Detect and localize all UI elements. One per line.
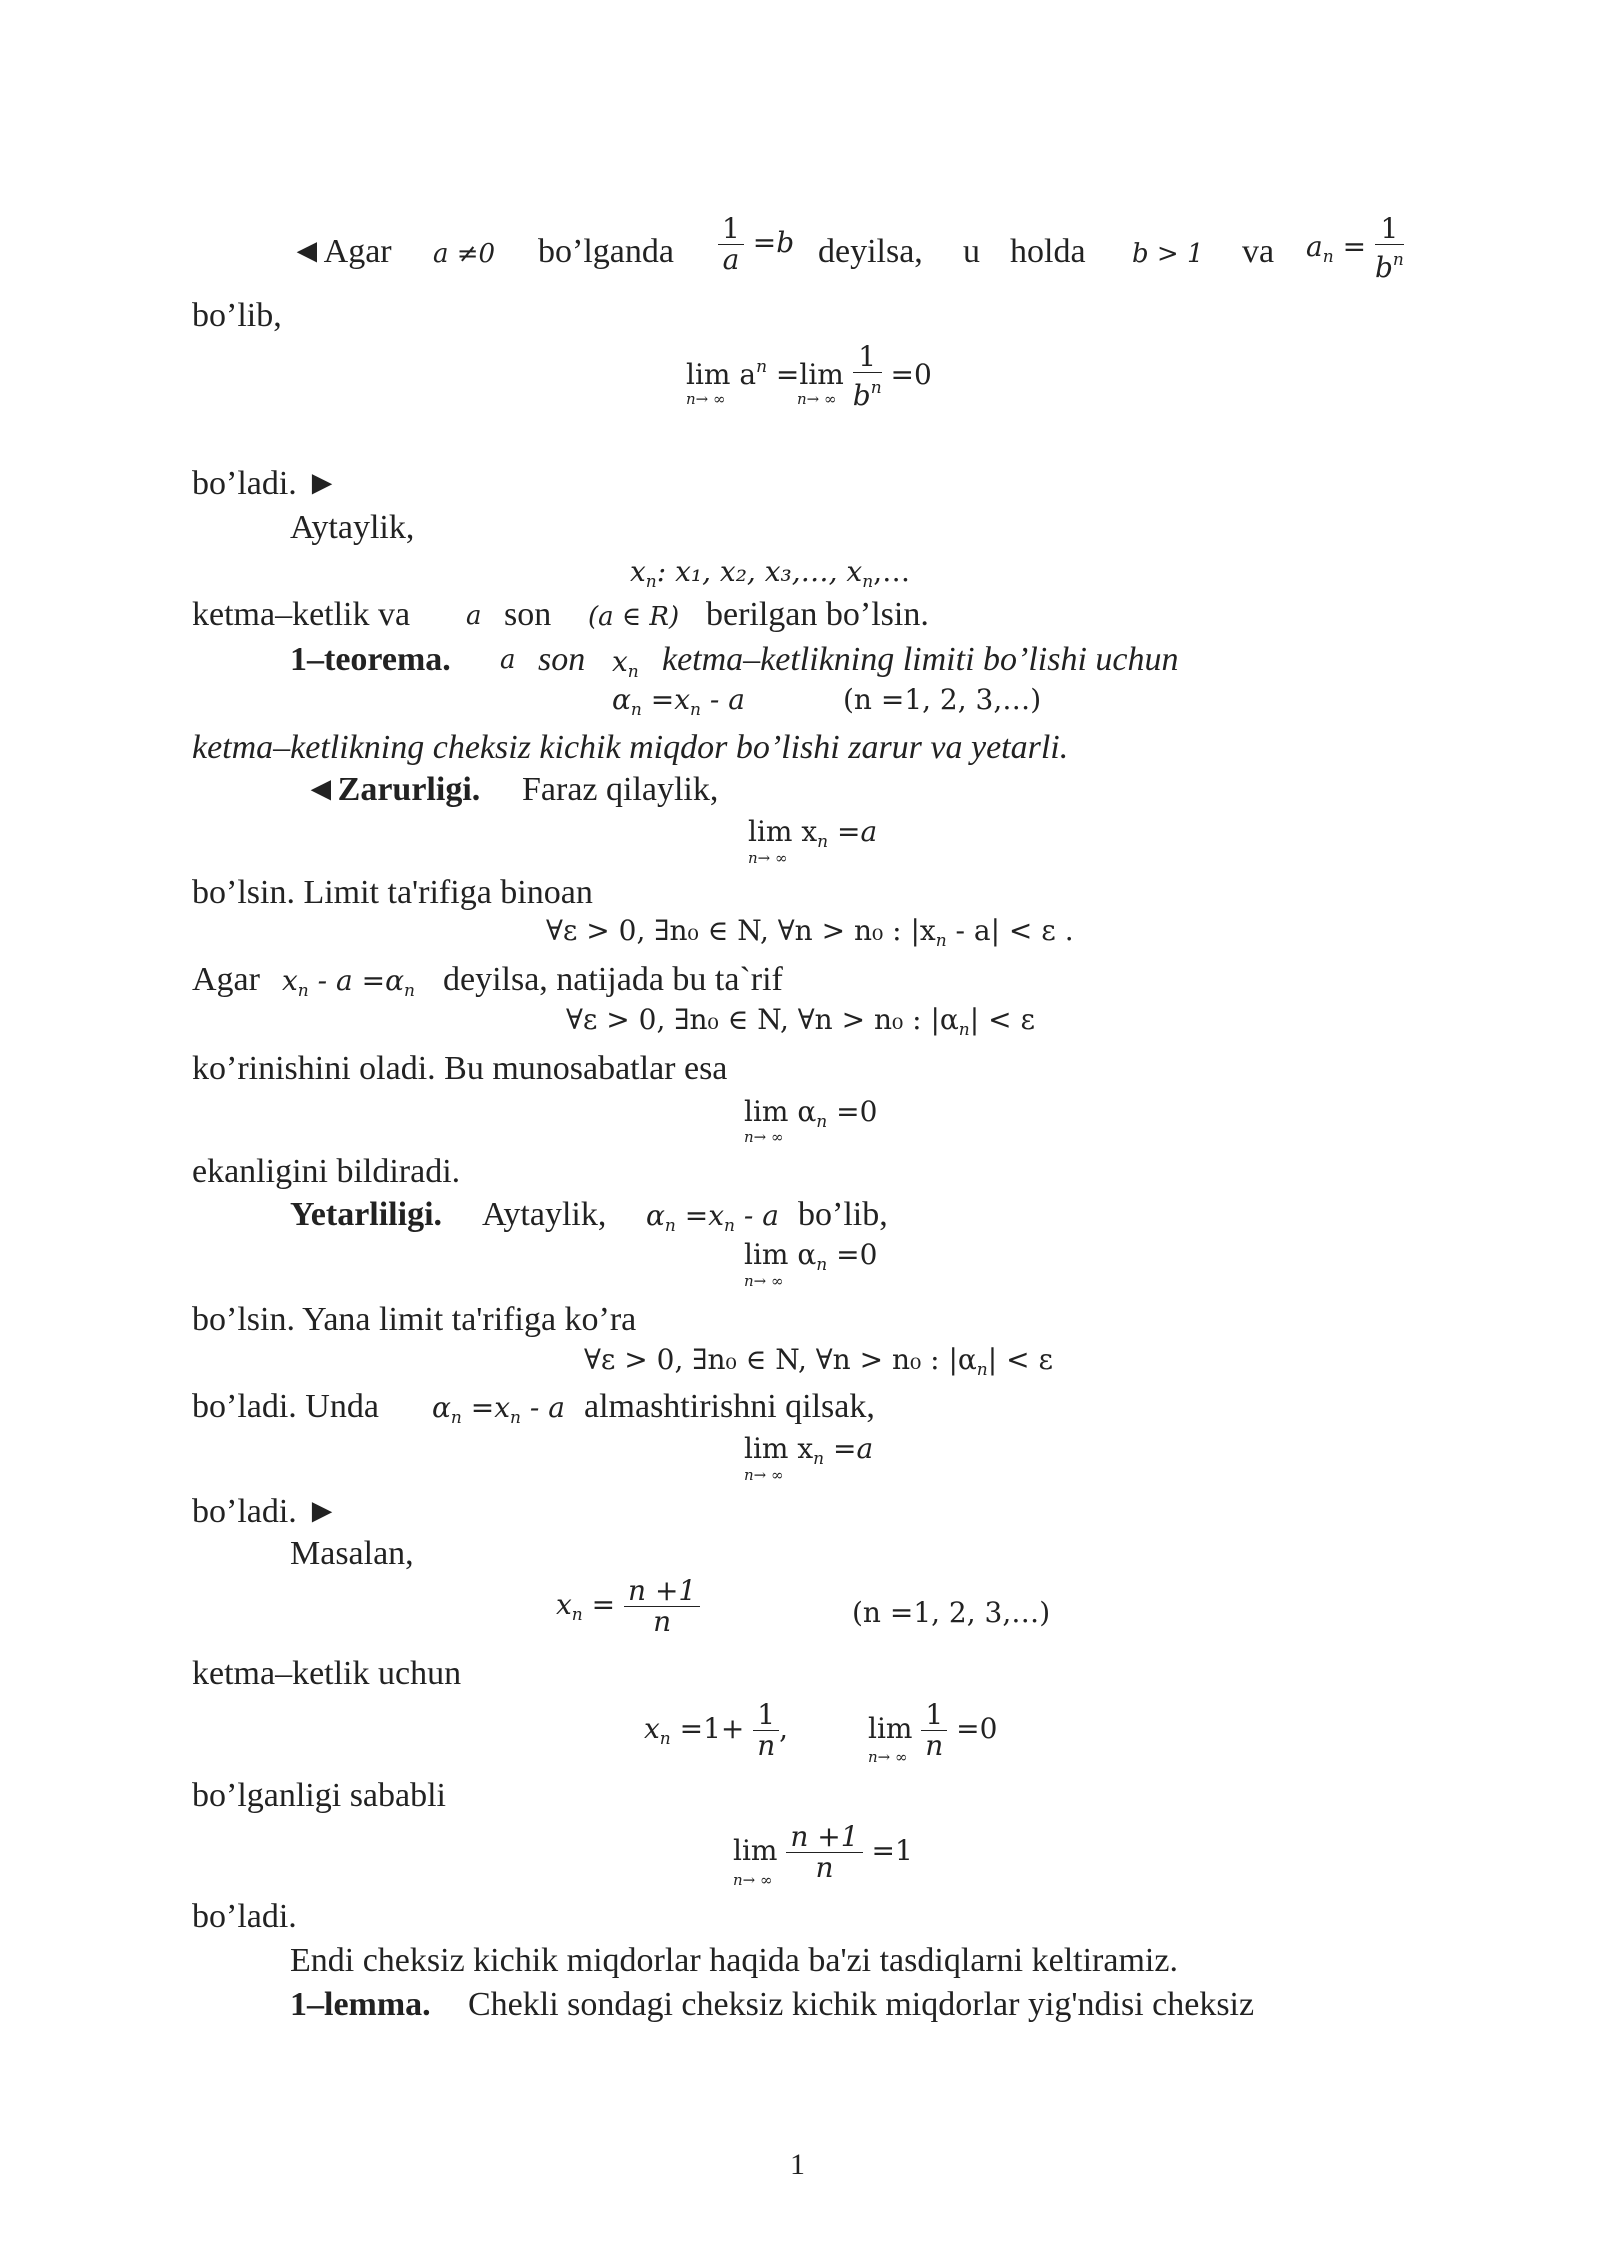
son-text: son bbox=[538, 641, 586, 678]
boladi-text: bo’ladi. bbox=[192, 1898, 297, 1935]
zarurligi-label: ◄Zarurligi. bbox=[304, 771, 481, 808]
xn-fraction-equation: $x_n$ = $\frac{n +1}{n}$ bbox=[556, 1576, 700, 1637]
agar-text: Agar bbox=[192, 961, 260, 998]
limit-one-over-n: lim $\frac{1}{n}$ =0 bbox=[868, 1698, 998, 1762]
boladi-text: bo’ladi. ► bbox=[192, 1493, 339, 1530]
limit-xn-equation: $\lim x_n =a$ bbox=[748, 815, 878, 852]
lemma-label: 1–lemma. bbox=[290, 1986, 431, 2023]
theorem-label: 1–teorema. bbox=[290, 641, 451, 678]
lemma-text: Chekli sondagi cheksiz kichik miqdorlar yig'ndisi cheksiz bbox=[468, 1986, 1255, 2023]
limit-alpha-equation: $\lim \alpha_n =0$ bbox=[744, 1095, 878, 1132]
limit-subscript: n→ ∞ bbox=[748, 849, 788, 867]
aytaylik-text: Aytaylik, bbox=[482, 1196, 607, 1233]
almashtirishni-text: almashtirishni qilsak, bbox=[584, 1388, 875, 1425]
alpha-n-substitution: $\alpha_n =x_n - a$ bbox=[432, 1391, 565, 1428]
xn-one-plus-equation: $x_n =1+$ $\frac{1}{n}$ , bbox=[644, 1698, 789, 1762]
theorem-text-line2: ketma–ketlikning cheksiz kichik miqdor bo’lishi zarur va yetarli. bbox=[192, 729, 1069, 766]
berilgan-text: berilgan bo’lsin. bbox=[706, 596, 929, 633]
bolganligi-text: bo’lganligi sababli bbox=[192, 1777, 447, 1814]
deyilsa-text: deyilsa, bbox=[818, 233, 923, 270]
deyilsa-text: deyilsa, natijada bu ta`rif bbox=[443, 961, 783, 998]
bolsin-text: bo’lsin. Limit ta'rifiga binoan bbox=[192, 874, 593, 911]
limit-xn-equation: $\lim x_n =a$ bbox=[744, 1432, 874, 1469]
n-range: (n =1, 2, 3,…) bbox=[852, 1596, 1051, 1629]
limit-alpha-equation: $\lim \alpha_n =0$ bbox=[744, 1238, 878, 1275]
a-symbol: a bbox=[466, 601, 482, 631]
sequence-definition: $x_n$: x₁, x₂, x₃,…, $x_n,\dots$ bbox=[630, 555, 911, 592]
limit-subscript: n→ ∞ bbox=[733, 1871, 773, 1889]
ekanligini-text: ekanligini bildiradi. bbox=[192, 1153, 461, 1190]
faraz-text: Faraz qilaylik, bbox=[522, 771, 719, 808]
bolib-text: bo’lib, bbox=[192, 297, 282, 334]
alpha-n-definition: $\alpha_n =x_n - a$ bbox=[612, 683, 745, 720]
b-gt-one: b > 1 bbox=[1132, 239, 1204, 269]
limit-subscript: n→ ∞ bbox=[744, 1272, 784, 1290]
alpha-n-definition: $\alpha_n =x_n - a$ bbox=[646, 1199, 779, 1236]
limit-an-equation: $\lim a^n =\lim$ $\frac{1}{b^n}$ =0 bbox=[686, 340, 932, 412]
epsilon-definition-alpha: ∀ε > 0, ∃n₀ ∈ N, ∀n > n₀ : $|\alpha_n| < \varepsilon$ bbox=[584, 1343, 1053, 1380]
masalan-text: Masalan, bbox=[290, 1535, 414, 1572]
bolib-text: bo’lib, bbox=[798, 1196, 888, 1233]
boladi-text: bo’ladi. ► bbox=[192, 465, 339, 502]
bolganda-text: bo’lganda bbox=[538, 233, 674, 270]
page-number: 1 bbox=[790, 2148, 805, 2181]
agar-text: ◄Agar bbox=[290, 233, 392, 270]
unda-text: bo’ladi. Unda bbox=[192, 1388, 379, 1425]
theorem-text: ketma–ketlikning limiti bo’lishi uchun bbox=[662, 641, 1179, 678]
an-equals-one-over-bn: $a_n$ = $\frac{1}{b^n}$ bbox=[1306, 212, 1404, 284]
intro-line bbox=[290, 232, 392, 272]
holda-text: holda bbox=[1010, 233, 1086, 270]
a-symbol: a bbox=[500, 645, 516, 675]
va-text: va bbox=[1242, 233, 1275, 270]
yetarliligi-label: Yetarliligi. bbox=[290, 1196, 443, 1233]
endi-text: Endi cheksiz kichik miqdorlar haqida ba'zi tasdiqlarni keltiramiz. bbox=[290, 1942, 1178, 1979]
xn-minus-a-equation: $x_n - a =\alpha_n$ bbox=[282, 964, 415, 1001]
ketma-ketlik-text: ketma–ketlik va bbox=[192, 596, 411, 633]
one-over-a-fraction: $\frac{1}{a}$ =b bbox=[718, 214, 794, 275]
limit-subscript: n→ ∞ bbox=[744, 1128, 784, 1146]
son-text: son bbox=[504, 596, 552, 633]
korinishini-text: ko’rinishini oladi. Bu munosabatlar esa bbox=[192, 1050, 728, 1087]
aytaylik-text: Aytaylik, bbox=[290, 509, 415, 546]
epsilon-definition-alpha: ∀ε > 0, ∃n₀ ∈ N, ∀n > n₀ : $|\alpha_n| < \varepsilon$ bbox=[566, 1003, 1035, 1040]
limit-subscript: n→ ∞ bbox=[686, 390, 726, 408]
xn-symbol: $x_n$ bbox=[612, 645, 639, 682]
n-range: (n =1, 2, 3,…) bbox=[843, 683, 1042, 716]
u-text: u bbox=[963, 233, 980, 270]
bolsin-text: bo’lsin. Yana limit ta'rifiga ko’ra bbox=[192, 1301, 637, 1338]
a-in-r: (a ∈ R) bbox=[588, 602, 680, 632]
limit-fraction-equation: lim $\frac{n +1}{n}$ =1 bbox=[733, 1820, 913, 1884]
ketma-ketlik-uchun-text: ketma–ketlik uchun bbox=[192, 1655, 462, 1692]
limit-subscript: n→ ∞ bbox=[797, 390, 837, 408]
a-neq-zero: a ≠0 bbox=[433, 239, 496, 269]
limit-subscript: n→ ∞ bbox=[744, 1466, 784, 1484]
epsilon-definition: ∀ε > 0, ∃n₀ ∈ N, ∀n > n₀ : $|x_n - a| < \varepsilon$ . bbox=[546, 914, 1074, 951]
limit-subscript: n→ ∞ bbox=[868, 1748, 908, 1766]
